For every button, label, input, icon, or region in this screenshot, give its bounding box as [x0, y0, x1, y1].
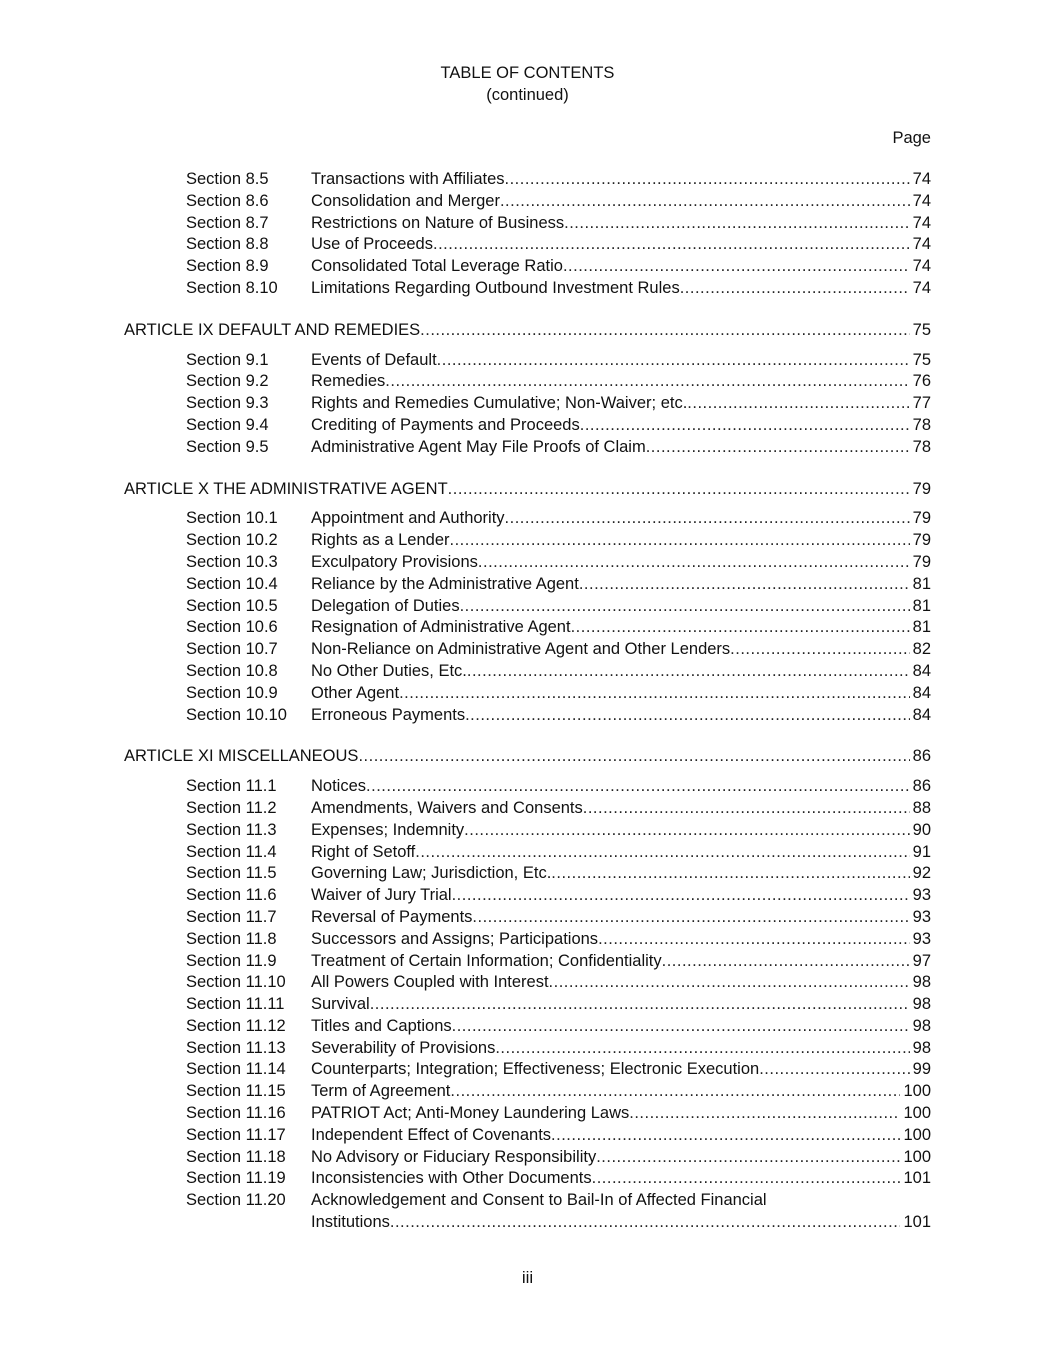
dot-leader — [366, 776, 910, 798]
section-title: Consolidation and Merger — [311, 191, 500, 210]
toc-entry — [311, 972, 931, 994]
toc-section-row — [0, 863, 1055, 885]
toc-entry — [311, 530, 931, 552]
section-title-continuation: Institutions — [311, 1213, 390, 1232]
section-title: Rights and Remedies Cumulative; Non-Waiver; etc. — [311, 394, 688, 413]
section-title: Titles and Captions — [311, 1016, 452, 1035]
section-number: Section 11.11 — [186, 995, 285, 1014]
section-number: Section 11.17 — [186, 1125, 286, 1144]
toc-section-row — [0, 972, 1055, 994]
section-number: Section 10.1 — [186, 509, 278, 528]
section-title: Expenses; Indemnity — [311, 820, 465, 839]
toc-entry — [311, 371, 931, 393]
toc-entry — [311, 393, 931, 415]
page-reference: 77 — [912, 394, 931, 413]
section-title: Waiver of Jury Trial — [311, 886, 452, 905]
section-number: Section 11.1 — [186, 777, 277, 796]
toc-header — [0, 62, 1055, 106]
page-number: iii — [521, 1268, 534, 1287]
dot-leader — [579, 574, 910, 596]
section-title: No Other Duties, Etc. — [311, 661, 467, 680]
page-reference: 75 — [912, 320, 931, 339]
toc-article-row — [0, 320, 1055, 342]
section-title: Term of Agreement — [311, 1082, 451, 1101]
dot-leader — [680, 278, 910, 300]
toc-entry — [311, 1168, 931, 1190]
page-reference: 78 — [912, 415, 931, 434]
toc-section-row — [0, 1038, 1055, 1060]
dot-leader — [596, 1147, 900, 1169]
page-reference: 93 — [912, 886, 931, 905]
dot-leader — [687, 393, 909, 415]
article-title: ARTICLE XI MISCELLANEOUS — [124, 747, 359, 766]
page-reference: 76 — [912, 372, 931, 391]
dot-leader — [415, 842, 909, 864]
page-reference: 79 — [912, 531, 931, 550]
toc-section-row — [0, 617, 1055, 639]
page-reference: 81 — [912, 574, 931, 593]
section-number: Section 10.7 — [186, 640, 278, 659]
dot-leader — [399, 683, 910, 705]
dot-leader — [549, 972, 910, 994]
toc-section-row — [0, 705, 1055, 727]
dot-leader — [571, 617, 910, 639]
section-title: Treatment of Certain Information; Confidentiality — [311, 951, 662, 970]
page-reference: 79 — [912, 552, 931, 571]
page-reference: 74 — [912, 213, 931, 232]
section-number: Section 11.4 — [186, 842, 277, 861]
toc-article-row — [0, 746, 1055, 768]
page-subtitle: (continued) — [486, 86, 569, 104]
toc-section-row — [0, 885, 1055, 907]
toc-section-row — [0, 393, 1055, 415]
section-number: Section 8.6 — [186, 191, 269, 210]
dot-leader — [551, 1125, 900, 1147]
toc-section-row — [0, 1168, 1055, 1190]
section-number: Section 10.5 — [186, 596, 278, 615]
toc-section-row — [0, 798, 1055, 820]
page-reference: 74 — [912, 278, 931, 297]
toc-section-row — [0, 574, 1055, 596]
toc-entry — [311, 596, 931, 618]
toc-entry — [311, 1016, 931, 1038]
toc-section-row — [0, 661, 1055, 683]
toc-section-row — [0, 929, 1055, 951]
page-reference: 92 — [912, 864, 931, 883]
toc-entry — [311, 705, 931, 727]
toc-entry — [311, 191, 931, 213]
section-number: Section 8.7 — [186, 213, 269, 232]
toc-entry — [311, 1081, 931, 1103]
toc-entry — [124, 320, 931, 342]
dot-leader — [551, 863, 909, 885]
page-reference: 100 — [903, 1125, 931, 1144]
toc-section-row — [0, 234, 1055, 256]
section-number: Section 10.4 — [186, 574, 278, 593]
toc-entry — [311, 1147, 931, 1169]
page-reference: 74 — [912, 235, 931, 254]
section-number: Section 9.4 — [186, 415, 269, 434]
section-number: Section 9.3 — [186, 394, 269, 413]
toc-entry — [311, 639, 931, 661]
page-reference: 100 — [903, 1104, 931, 1123]
toc-entry — [311, 437, 931, 459]
toc-section-row — [0, 191, 1055, 213]
section-title: Restrictions on Nature of Business — [311, 213, 565, 232]
section-number: Section 11.13 — [186, 1038, 286, 1057]
page-reference: 100 — [903, 1082, 931, 1101]
section-number: Section 11.5 — [186, 864, 277, 883]
page-reference: 81 — [912, 618, 931, 637]
section-number: Section 10.6 — [186, 618, 278, 637]
section-title: Reversal of Payments — [311, 907, 473, 926]
dot-leader — [730, 639, 909, 661]
page-reference: 101 — [903, 1169, 931, 1188]
dot-leader — [564, 213, 910, 235]
section-number: Section 8.9 — [186, 257, 269, 276]
toc-entry — [311, 256, 931, 278]
section-title: Limitations Regarding Outbound Investment Rules — [311, 278, 680, 297]
section-number: Section 11.10 — [186, 973, 286, 992]
section-title: Exculpatory Provisions — [311, 552, 478, 571]
section-number: Section 11.20 — [186, 1191, 286, 1210]
toc-entry — [311, 798, 931, 820]
page-reference: 86 — [912, 777, 931, 796]
toc-section-continuation-row — [0, 1212, 1055, 1234]
dot-leader — [495, 1038, 909, 1060]
dot-leader — [478, 552, 910, 574]
toc-entry — [311, 1059, 931, 1081]
section-title: Non-Reliance on Administrative Agent and Other Lenders — [311, 640, 731, 659]
dot-leader — [370, 994, 910, 1016]
page-reference: 84 — [912, 661, 931, 680]
page-reference: 74 — [912, 257, 931, 276]
section-number: Section 11.14 — [186, 1060, 286, 1079]
dot-leader — [452, 885, 910, 907]
toc-section-row — [0, 683, 1055, 705]
page-reference: 98 — [912, 995, 931, 1014]
dot-leader — [598, 929, 910, 951]
page-reference: 88 — [912, 798, 931, 817]
toc-entry — [311, 776, 931, 798]
toc-entry — [311, 994, 931, 1016]
toc-section-row — [0, 1125, 1055, 1147]
toc-section-row — [0, 842, 1055, 864]
toc-section-row — [0, 907, 1055, 929]
toc-entry — [311, 552, 931, 574]
toc-entry — [311, 661, 931, 683]
toc-entry — [311, 683, 931, 705]
section-number: Section 10.8 — [186, 661, 278, 680]
section-number: Section 9.5 — [186, 437, 269, 456]
toc-entry — [124, 479, 931, 501]
section-title: Other Agent — [311, 683, 400, 702]
section-title: Survival — [311, 995, 370, 1014]
dot-leader — [505, 508, 910, 530]
section-title: Severability of Provisions — [311, 1038, 496, 1057]
section-title: Successors and Assigns; Participations — [311, 929, 599, 948]
dot-leader — [505, 169, 910, 191]
section-title: Resignation of Administrative Agent — [311, 618, 571, 637]
section-number: Section 10.2 — [186, 531, 278, 550]
toc-entry — [311, 929, 931, 951]
section-number: Section 10.10 — [186, 705, 287, 724]
dot-leader — [662, 951, 910, 973]
page-column-label: Page — [892, 129, 931, 147]
section-title: Amendments, Waivers and Consents — [311, 798, 583, 817]
section-title: Crediting of Payments and Proceeds — [311, 415, 580, 434]
section-number: Section 8.10 — [186, 278, 278, 297]
section-title: Consolidated Total Leverage Ratio — [311, 257, 563, 276]
toc-entry — [311, 842, 931, 864]
section-title: Delegation of Duties — [311, 596, 460, 615]
page-reference: 74 — [912, 191, 931, 210]
toc-section-row — [0, 1059, 1055, 1081]
dot-leader — [385, 371, 909, 393]
section-title: All Powers Coupled with Interest — [311, 973, 549, 992]
section-title: Use of Proceeds — [311, 235, 433, 254]
dot-leader — [563, 256, 910, 278]
section-number: Section 11.12 — [186, 1016, 286, 1035]
toc-section-row — [0, 213, 1055, 235]
article-title: ARTICLE IX DEFAULT AND REMEDIES — [124, 320, 421, 339]
toc-entry — [311, 574, 931, 596]
toc-section-row — [0, 415, 1055, 437]
section-title: Reliance by the Administrative Agent — [311, 574, 579, 593]
page-reference: 98 — [912, 1038, 931, 1057]
toc-section-row — [0, 552, 1055, 574]
section-number: Section 10.9 — [186, 683, 278, 702]
section-title: Counterparts; Integration; Effectiveness; Electronic Execution — [311, 1060, 760, 1079]
toc-entry — [311, 1038, 931, 1060]
toc-entry — [311, 617, 931, 639]
page-reference: 84 — [912, 683, 931, 702]
dot-leader — [460, 596, 910, 618]
section-title: Events of Default — [311, 350, 437, 369]
toc-section-row — [0, 508, 1055, 530]
toc-section-row — [0, 820, 1055, 842]
page-reference: 100 — [903, 1147, 931, 1166]
section-title: Transactions with Affiliates — [311, 170, 505, 188]
toc-entry — [311, 234, 931, 256]
page-reference: 82 — [912, 640, 931, 659]
section-number: Section 11.7 — [186, 907, 277, 926]
toc-entry — [311, 350, 931, 372]
toc-entry — [311, 278, 931, 300]
page-reference: 98 — [912, 973, 931, 992]
dot-leader — [580, 415, 910, 437]
toc-entry — [311, 1125, 931, 1147]
dot-leader — [592, 1168, 901, 1190]
toc-entry — [311, 169, 931, 191]
page-reference: 78 — [912, 437, 931, 456]
toc-entry — [311, 1103, 931, 1125]
page-reference: 91 — [912, 842, 931, 861]
section-title: PATRIOT Act; Anti-Money Laundering Laws — [311, 1104, 630, 1123]
dot-leader — [464, 820, 909, 842]
toc-entry — [311, 1212, 931, 1234]
page-reference: 74 — [912, 170, 931, 188]
toc-section-row — [0, 1103, 1055, 1125]
section-number: Section 11.2 — [186, 798, 277, 817]
toc-entry — [311, 907, 931, 929]
toc-entry — [311, 213, 931, 235]
section-title: Rights as a Lender — [311, 531, 450, 550]
dot-leader — [467, 661, 910, 683]
dot-leader — [437, 350, 910, 372]
page-reference: 81 — [912, 596, 931, 615]
dot-leader — [450, 1081, 900, 1103]
toc-section-row — [0, 596, 1055, 618]
toc-section-row — [0, 994, 1055, 1016]
section-title: Remedies — [311, 372, 386, 391]
section-number: Section 9.2 — [186, 372, 269, 391]
toc-section-row — [0, 169, 1055, 191]
toc-section-row — [0, 1016, 1055, 1038]
article-title: ARTICLE X THE ADMINISTRATIVE AGENT — [124, 479, 448, 498]
section-number: Section 11.16 — [186, 1104, 286, 1123]
toc-section-row — [0, 350, 1055, 372]
dot-leader — [448, 479, 910, 501]
section-title: No Advisory or Fiduciary Responsibility — [311, 1147, 597, 1166]
dot-leader — [358, 746, 909, 768]
page-reference: 79 — [912, 509, 931, 528]
table-of-contents — [0, 169, 1055, 1234]
dot-leader — [759, 1059, 909, 1081]
page-reference: 84 — [912, 705, 931, 724]
toc-entry — [311, 415, 931, 437]
toc-section-row — [0, 278, 1055, 300]
toc-section-row — [0, 776, 1055, 798]
dot-leader — [465, 705, 910, 727]
toc-entry — [311, 1190, 931, 1212]
section-title: Inconsistencies with Other Documents — [311, 1169, 592, 1188]
toc-entry — [124, 746, 931, 768]
dot-leader — [420, 320, 909, 342]
section-number: Section 11.15 — [186, 1082, 286, 1101]
dot-leader — [390, 1212, 901, 1234]
page-reference: 93 — [912, 929, 931, 948]
section-number: Section 10.3 — [186, 552, 278, 571]
dot-leader — [450, 530, 910, 552]
page-reference: 79 — [912, 479, 931, 498]
dot-leader — [433, 234, 910, 256]
toc-entry — [311, 951, 931, 973]
dot-leader — [472, 907, 909, 929]
section-number: Section 8.5 — [186, 170, 269, 188]
page-reference: 99 — [912, 1060, 931, 1079]
toc-entry — [311, 820, 931, 842]
toc-section-row — [0, 530, 1055, 552]
section-number: Section 11.19 — [186, 1169, 286, 1188]
section-title: Independent Effect of Covenants — [311, 1125, 552, 1144]
toc-section-row — [0, 256, 1055, 278]
toc-entry — [311, 863, 931, 885]
toc-article-row — [0, 479, 1055, 501]
dot-leader — [452, 1016, 910, 1038]
section-number: Section 11.9 — [186, 951, 277, 970]
toc-section-row — [0, 437, 1055, 459]
page-reference: 97 — [912, 951, 931, 970]
section-number: Section 9.1 — [186, 350, 269, 369]
toc-section-row — [0, 639, 1055, 661]
page-reference: 75 — [912, 350, 931, 369]
section-title: Notices — [311, 777, 367, 796]
page-reference: 93 — [912, 907, 931, 926]
section-title: Acknowledgement and Consent to Bail-In of Affected Financial — [311, 1191, 767, 1210]
page-reference: 86 — [912, 747, 931, 766]
page-reference: 98 — [912, 1016, 931, 1035]
toc-section-row — [0, 1190, 1055, 1212]
page-reference: 90 — [912, 820, 931, 839]
dot-leader — [629, 1103, 900, 1125]
section-number: Section 11.8 — [186, 929, 277, 948]
toc-entry — [311, 508, 931, 530]
section-title: Erroneous Payments — [311, 705, 466, 724]
dot-leader — [646, 437, 910, 459]
page-reference: 101 — [903, 1213, 931, 1232]
toc-section-row — [0, 1081, 1055, 1103]
toc-section-row — [0, 951, 1055, 973]
dot-leader — [500, 191, 910, 213]
section-number: Section 11.3 — [186, 820, 277, 839]
toc-entry — [311, 885, 931, 907]
section-number: Section 8.8 — [186, 235, 269, 254]
section-title: Right of Setoff — [311, 842, 416, 861]
section-number: Section 11.18 — [186, 1147, 286, 1166]
page-title: TABLE OF CONTENTS — [440, 64, 615, 82]
toc-section-row — [0, 1147, 1055, 1169]
section-number: Section 11.6 — [186, 886, 277, 905]
dot-leader — [583, 798, 910, 820]
section-title: Governing Law; Jurisdiction, Etc. — [311, 864, 552, 883]
section-title: Appointment and Authority — [311, 509, 505, 528]
toc-section-row — [0, 371, 1055, 393]
section-title: Administrative Agent May File Proofs of Claim — [311, 437, 646, 456]
